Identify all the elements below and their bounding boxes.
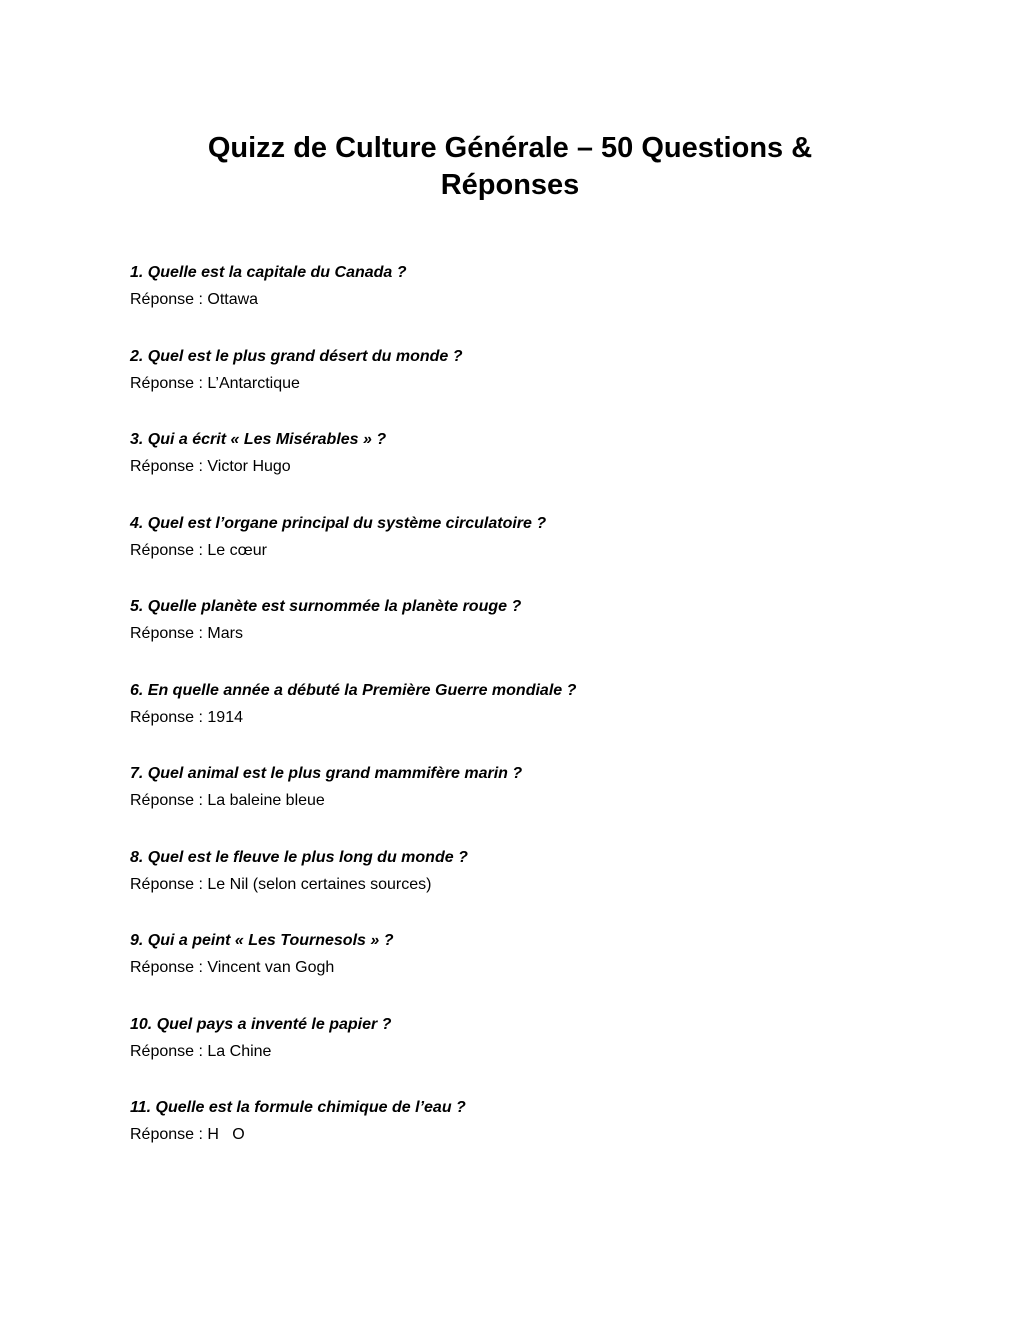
question-text: 6. En quelle année a débuté la Première Guerre mondiale ? [130, 681, 577, 699]
answer-prefix: Réponse : [130, 541, 203, 559]
qa-item [130, 430, 890, 514]
qa-list [130, 263, 890, 1182]
qa-item [130, 1015, 890, 1099]
qa-item [130, 347, 890, 431]
answer-prefix: Réponse : [130, 625, 203, 642]
answer-line [130, 374, 890, 394]
question-text: 10. Quel pays a inventé le papier ? [130, 1015, 392, 1033]
question-text: 8. Quel est le fleuve le plus long du monde ? [130, 848, 468, 866]
answer-prefix: Réponse : [130, 374, 203, 392]
question-text: 3. Qui a écrit « Les Misérables » ? [130, 431, 387, 448]
qa-item [130, 848, 890, 932]
qa-item [130, 514, 890, 598]
answer-line [130, 457, 890, 477]
answer-text: 1914 [207, 708, 243, 726]
answer-text: Ottawa [207, 291, 259, 308]
qa-item [130, 597, 890, 681]
answer-prefix: Réponse : [130, 792, 203, 809]
answer-line [130, 290, 890, 310]
answer-line [130, 1125, 890, 1145]
qa-item [130, 1098, 890, 1182]
question-text: 11. Quelle est la formule chimique de l’eau ? [130, 1099, 466, 1116]
answer-line [130, 791, 890, 811]
answer-text: Victor Hugo [207, 458, 291, 475]
answer-text: Le cœur [207, 541, 267, 559]
answer-line [130, 1042, 890, 1062]
question-text: 2. Quel est le plus grand désert du monde ? [130, 347, 463, 365]
answer-text: La baleine bleue [207, 792, 325, 809]
answer-line [130, 958, 890, 978]
qa-item [130, 681, 890, 765]
answer-prefix: Réponse : [130, 959, 203, 976]
answer-prefix: Réponse : [130, 291, 203, 308]
answer-prefix: Réponse : [130, 708, 203, 726]
answer-text: Mars [207, 625, 243, 642]
answer-prefix: Réponse : [130, 1042, 203, 1060]
document-title: Quizz de Culture Générale – 50 Questions & Réponses [207, 132, 813, 201]
qa-item [130, 931, 890, 1015]
answer-line [130, 541, 890, 561]
question-text: 9. Qui a peint « Les Tournesols » ? [130, 932, 394, 949]
answer-prefix: Réponse : [130, 1126, 203, 1143]
answer-text: H O [207, 1126, 245, 1143]
answer-prefix: Réponse : [130, 875, 203, 893]
answer-prefix: Réponse : [130, 458, 203, 475]
question-text: 5. Quelle planète est surnommée la planète rouge ? [130, 598, 522, 615]
answer-line [130, 875, 890, 895]
answer-line [130, 624, 890, 644]
answer-text: Vincent van Gogh [207, 959, 335, 976]
question-text: 1. Quelle est la capitale du Canada ? [130, 264, 407, 281]
qa-item [130, 764, 890, 848]
question-text: 7. Quel animal est le plus grand mammifère marin ? [130, 765, 523, 782]
answer-line [130, 708, 890, 728]
answer-text: L’Antarctique [207, 374, 300, 392]
question-text: 4. Quel est l’organe principal du système circulatoire ? [130, 514, 547, 532]
answer-text: Le Nil (selon certaines sources) [207, 875, 432, 893]
qa-item [130, 263, 890, 347]
answer-text: La Chine [207, 1042, 272, 1060]
